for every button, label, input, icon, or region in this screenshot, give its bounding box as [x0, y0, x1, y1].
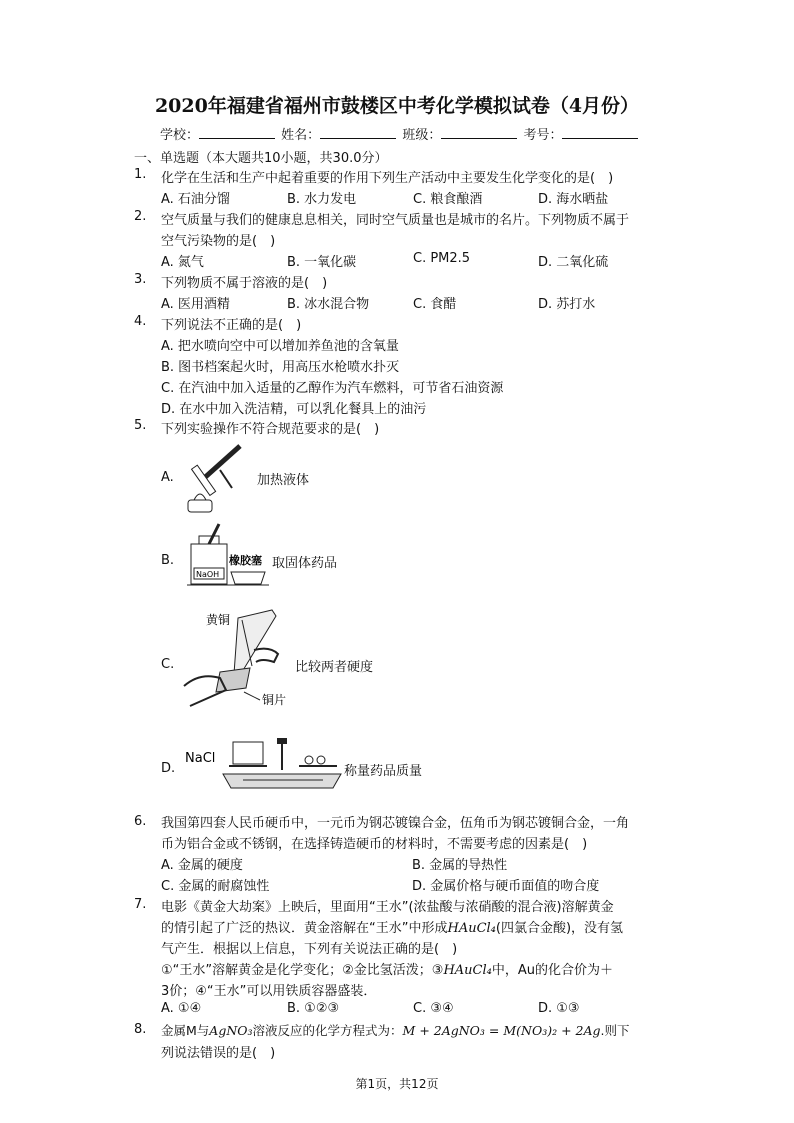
q7-stem-line2: 的情引起了广泛的热议．黄金溶解在“王水”中形成HAuCl₄(四氯合金酸)，没有氢 — [161, 921, 624, 936]
page-footer: 第1页，共12页 — [355, 1077, 439, 1091]
brass-plate — [234, 610, 276, 674]
q7-option-d: D. ①③ — [538, 1001, 580, 1016]
name-blank[interactable] — [320, 126, 396, 139]
q7-option-a: A. ①④ — [161, 1001, 202, 1016]
q1-stem: 化学在生活和生产中起着重要的作用下列生产活动中主要发生化学变化的是( ) — [161, 171, 614, 186]
class-label: 班级： — [402, 128, 442, 143]
q6-option-a: A. 金属的硬度 — [161, 858, 243, 873]
q6-option-b: B. 金属的导热性 — [412, 858, 508, 873]
q2-option-a: A. 氮气 — [161, 255, 204, 270]
q6-option-d: D. 金属价格与硬币面值的吻合度 — [412, 879, 600, 894]
balance-base — [223, 774, 341, 788]
weight-icon — [305, 756, 313, 764]
q3-option-d: D. 苏打水 — [538, 297, 596, 312]
q7-option-b: B. ①②③ — [287, 1001, 340, 1016]
q4-stem: 下列说法不正确的是( ) — [161, 318, 302, 333]
q2-number: 2. — [134, 209, 147, 224]
q7-formula: HAuCl₄ — [447, 921, 496, 936]
q5-stem: 下列实验操作不符合规范要求的是( ) — [161, 422, 380, 437]
q6-option-c: C. 金属的耐腐蚀性 — [161, 879, 270, 894]
q3-stem: 下列物质不属于溶液的是( ) — [161, 276, 328, 291]
weighing-figure — [183, 734, 343, 792]
q4-option-c: C. 在汽油中加入适量的乙醇作为汽车燃料，可节省石油资源 — [161, 381, 504, 396]
q1-option-b: B. 水力发电 — [287, 192, 357, 207]
q4-option-b: B. 图书档案起火时，用高压水枪喷水扑灭 — [161, 360, 400, 375]
q8-number: 8. — [134, 1022, 147, 1037]
q7-stem-line5: 3价；④“王水”可以用铁质容器盛装． — [161, 984, 377, 999]
q2-stem-line1: 空气质量与我们的健康息息相关，同时空气质量也是城市的名片。下列物质不属于 — [161, 213, 630, 228]
q5-option-b-text: 取固体药品 — [272, 556, 338, 571]
q7-stem-line3: 气产生．根据以上信息，下列有关说法正确的是( ) — [161, 942, 458, 957]
q5-option-a-letter: A. — [161, 470, 174, 485]
q5-option-d-text: 称量药品质量 — [344, 764, 423, 779]
q1-option-d: D. 海水晒盐 — [538, 192, 609, 207]
beaker — [233, 742, 263, 764]
q3-option-a: A. 医用酒精 — [161, 297, 230, 312]
q2-option-b: B. 一氧化碳 — [287, 255, 357, 270]
q7-number: 7. — [134, 897, 147, 912]
q1-option-c: C. 粮食酿酒 — [413, 192, 483, 207]
q2-option-c: C. PM2.5 — [413, 251, 471, 266]
school-label: 学校： — [160, 128, 200, 143]
q7-stem-line4: ①“王水”溶解黄金是化学变化；②金比氢活泼；③HAuCl₄中，Au的化合价为＋ — [161, 963, 613, 978]
hardness-compare-figure — [180, 606, 295, 716]
heating-liquid-figure — [180, 440, 252, 515]
q2-stem-line2: 空气污染物的是( ) — [161, 234, 276, 249]
q8-equation: M + 2AgNO₃ = M(NO₃)₂ + 2Ag — [402, 1023, 601, 1038]
dish — [231, 572, 265, 584]
q2-option-d: D. 二氧化硫 — [538, 255, 609, 270]
q3-number: 3. — [134, 272, 147, 287]
q5-option-d-letter: D. — [161, 761, 176, 776]
q5-number: 5. — [134, 418, 147, 433]
q5-option-b-letter: B. — [161, 553, 175, 568]
solid-reagent-figure — [183, 522, 273, 588]
section-heading: 一、单选题（本大题共10小题，共30.0分） — [134, 151, 388, 166]
q4-number: 4. — [134, 314, 147, 329]
alcohol-lamp — [188, 500, 212, 512]
class-blank[interactable] — [441, 126, 517, 139]
q6-stem-line2: 币为铝合金或不锈钢，在选择铸造硬币的材料时，不需要考虑的因素是( ) — [161, 837, 588, 852]
q8-stem-line1: 金属M与AgNO₃溶液反应的化学方程式为：M + 2AgNO₃ = M(NO₃)₂ + 2Ag.则下 — [161, 1023, 630, 1038]
page-title: 2020年福建省福州市鼓楼区中考化学模拟试卷（4月份） — [154, 95, 640, 117]
q3-option-b: B. 冰水混合物 — [287, 297, 370, 312]
school-blank[interactable] — [199, 126, 275, 139]
q7-option-c: C. ③④ — [413, 1001, 454, 1016]
q5-option-c-text: 比较两者硬度 — [295, 660, 374, 675]
q4-option-a: A. 把水喷向空中可以增加养鱼池的含氧量 — [161, 339, 399, 354]
exam-number-blank[interactable] — [562, 126, 638, 139]
tube-holder — [202, 446, 240, 480]
q1-number: 1. — [134, 167, 147, 182]
copper-label: 铜片 — [262, 693, 287, 707]
q8-stem-line2: 列说法错误的是( ) — [161, 1046, 276, 1061]
q1-option-a: A. 石油分馏 — [161, 192, 230, 207]
q5-option-c-letter: C. — [161, 657, 175, 672]
q5-option-a-text: 加热液体 — [257, 473, 310, 488]
q7-stem-line1: 电影《黄金大劫案》上映后，里面用“王水”(浓盐酸与浓硝酸的混合液)溶解黄金 — [161, 900, 614, 915]
brass-label: 黄铜 — [206, 613, 231, 627]
name-label: 姓名： — [281, 128, 321, 143]
q4-option-d: D. 在水中加入洗洁精，可以乳化餐具上的油污 — [161, 402, 427, 417]
student-info-line — [160, 124, 640, 143]
exam-number-label: 考号： — [523, 128, 563, 143]
q6-number: 6. — [134, 814, 147, 829]
nacl-label: NaCl — [185, 751, 216, 766]
flame-icon — [194, 494, 206, 500]
rubber-stopper-label: 橡胶塞 — [229, 554, 262, 567]
q6-stem-line1: 我国第四套人民币硬币中，一元币为钢芯镀镍合金，伍角币为钢芯镀铜合金，一角 — [161, 816, 630, 831]
q3-option-c: C. 食醋 — [413, 297, 457, 312]
naoh-label: NaOH — [196, 570, 220, 579]
